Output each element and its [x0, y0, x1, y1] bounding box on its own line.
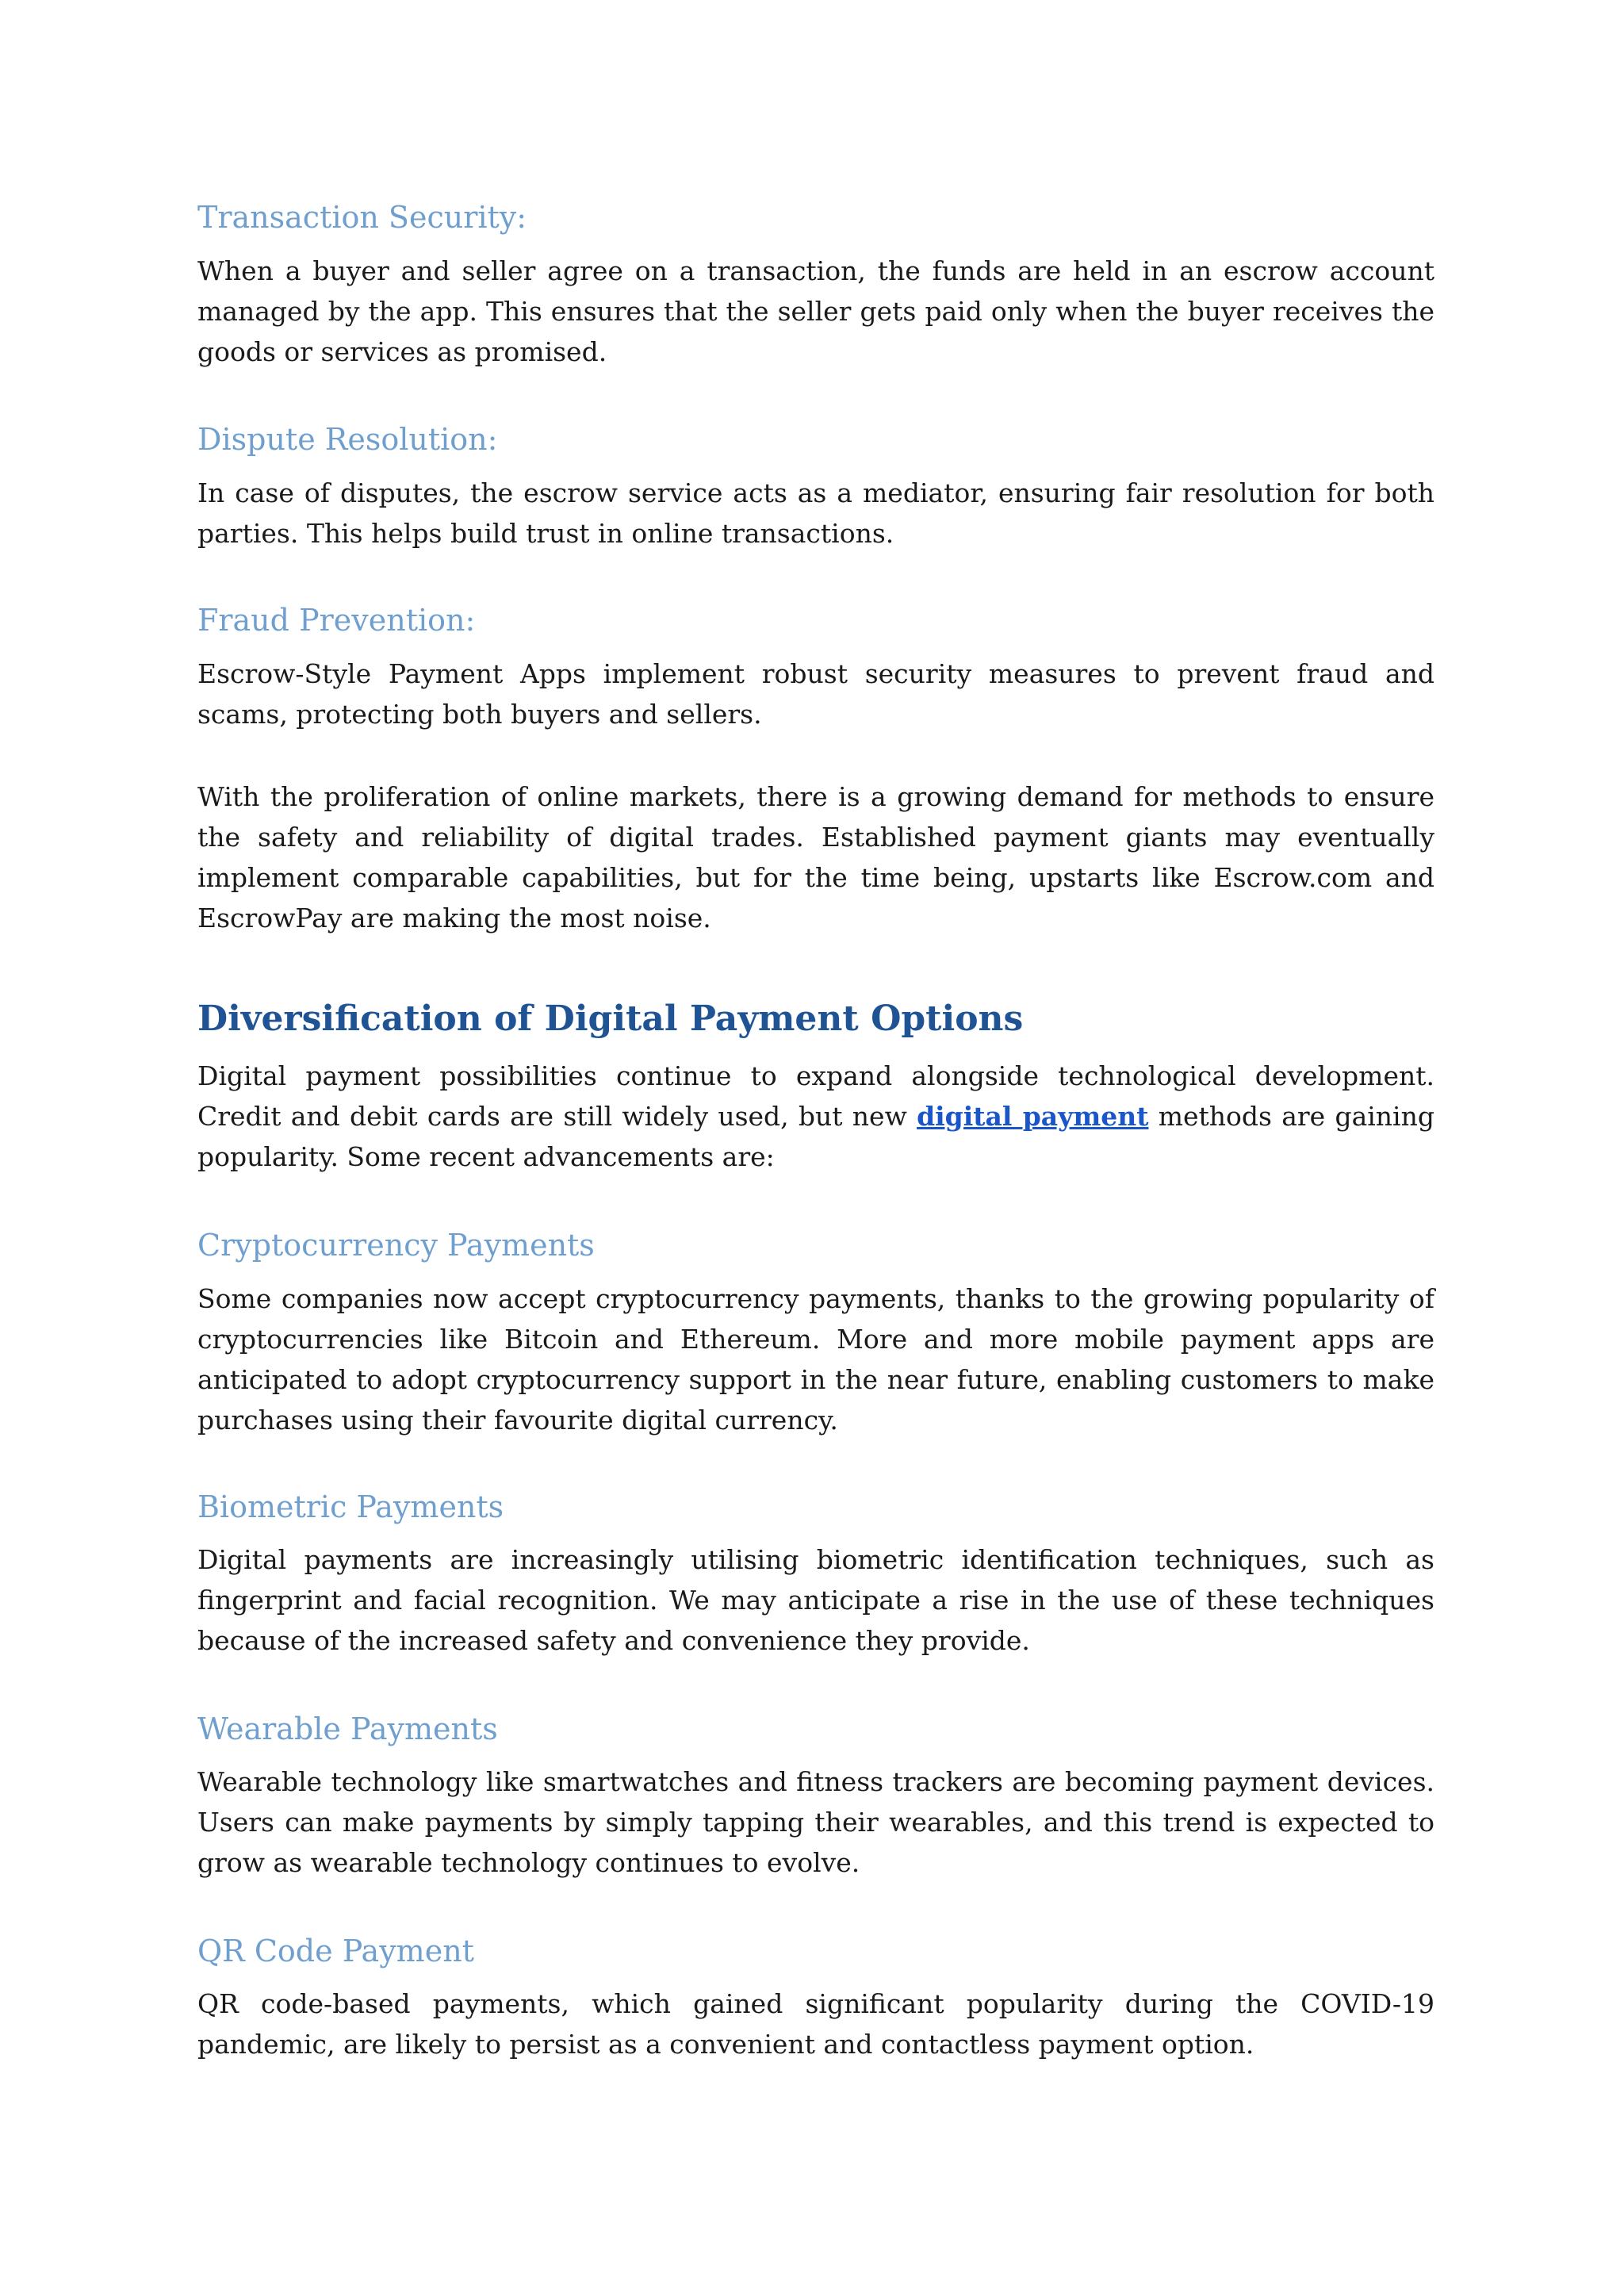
fraud-prevention-paragraph: Escrow-Style Payment Apps implement robust security measures to prevent fraud and scams, protecting both buyers and sellers.	[197, 658, 1434, 730]
diversification-paragraph	[197, 1056, 1434, 1177]
dispute-resolution-paragraph: In case of disputes, the escrow service acts as a mediator, ensuring fair resolution for both parties. This helps build trust in online transactions.	[197, 477, 1434, 549]
diversification-text-before-link: Digital payment possibilities continue to expand alongside technological development. Credit and debit cards are still widely used, but new	[197, 1060, 1434, 1132]
escrow-summary-paragraph: With the proliferation of online markets, there is a growing demand for methods to ensure the safety and reliability of digital trades. Established payment giants may eventually implement comparable capabilities, but for the time being, upstarts like Escrow.com and EscrowPay are making the most noise.	[197, 781, 1434, 933]
diversification-text-after-link: methods are gaining popularity. Some recent advancements are:	[197, 1101, 1434, 1172]
biometric-payments-paragraph: Digital payments are increasingly utilising biometric identification techniques, such as fingerprint and facial recognition. We may anticipate a rise in the use of these techniques because of the increased safety and convenience they provide.	[197, 1544, 1434, 1656]
biometric-payments-heading: Biometric Payments	[197, 1489, 504, 1524]
transaction-security-heading: Transaction Security:	[197, 200, 527, 235]
fraud-prevention-heading: Fraud Prevention:	[197, 603, 476, 638]
dispute-resolution-heading: Dispute Resolution:	[197, 422, 498, 457]
qr-code-payment-heading: QR Code Payment	[197, 1934, 474, 1968]
transaction-security-paragraph: When a buyer and seller agree on a transaction, the funds are held in an escrow account managed by the app. This ensures that the seller gets paid only when the buyer receives the goods or services as promised.	[197, 255, 1434, 367]
wearable-payments-heading: Wearable Payments	[197, 1711, 498, 1746]
qr-code-payment-paragraph: QR code-based payments, which gained significant popularity during the COVID-19 pandemic, are likely to persist as a convenient and contactless payment option.	[197, 1988, 1434, 2060]
cryptocurrency-payments-paragraph: Some companies now accept cryptocurrency payments, thanks to the growing popularity of cryptocurrencies like Bitcoin and Ethereum. More and more mobile payment apps are anticipated to adopt cryptocurrency support in the near future, enabling customers to make purchases using their favourite digital currency.	[197, 1283, 1434, 1435]
digital-payment-link[interactable]: digital payment	[917, 1101, 1149, 1132]
wearable-payments-paragraph: Wearable technology like smartwatches and fitness trackers are becoming payment devices. Users can make payments by simply tapping their wearables, and this trend is expected to grow as wearable technology continues to evolve.	[197, 1766, 1434, 1878]
diversification-heading: Diversification of Digital Payment Options	[197, 999, 1024, 1039]
cryptocurrency-payments-heading: Cryptocurrency Payments	[197, 1228, 595, 1263]
